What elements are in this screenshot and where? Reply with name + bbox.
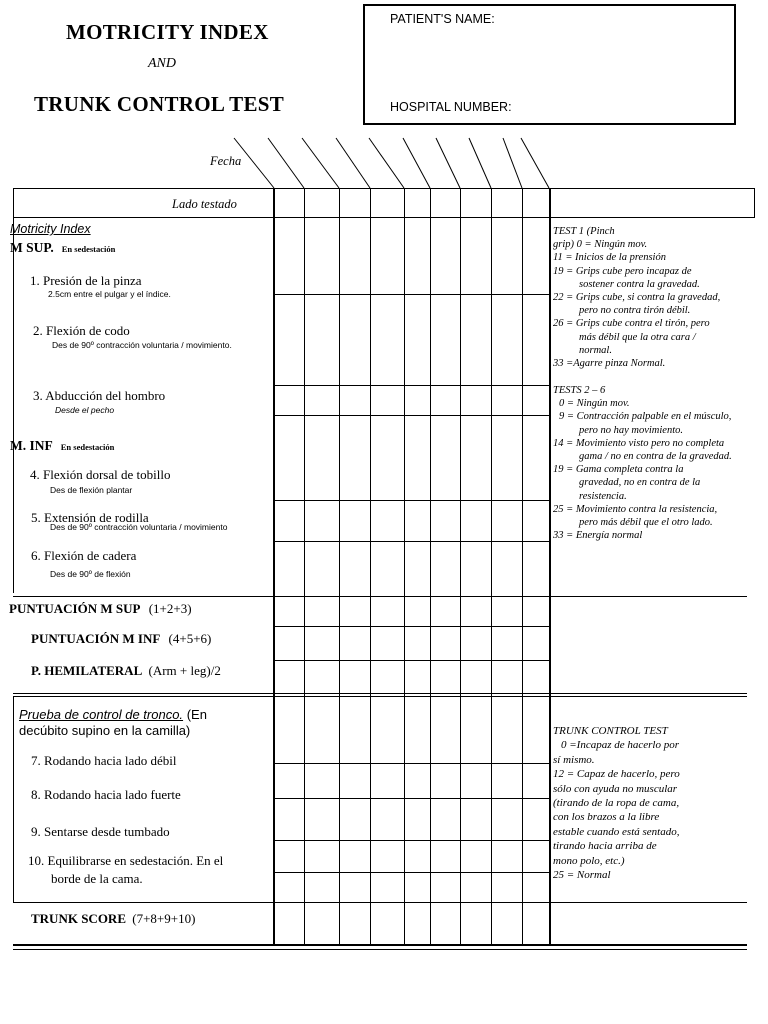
form-title: MOTRICITY INDEX [66, 20, 269, 44]
grid-row-line [273, 872, 549, 873]
item-4-note: Des de flexión plantar [50, 485, 133, 495]
grid-row-line [273, 500, 549, 501]
lower-limb-score-label: PUNTUACIÓN M INF (4+5+6) [31, 631, 212, 646]
grid-row-line [273, 541, 549, 542]
rule-header-bottom [13, 217, 755, 218]
patient-name-label: PATIENT'S NAME: [390, 12, 495, 26]
item-5-label: 5. Extensión de rodilla [31, 510, 149, 525]
hemilateral-score-label: P. HEMILATERAL (Arm + leg)/2 [31, 663, 221, 678]
item-2-label: 2. Flexión de codo [33, 323, 130, 338]
grid-row-line [273, 294, 549, 295]
lower-limb-heading: M. INF En sedestación [10, 438, 115, 453]
grid-col-line [522, 188, 523, 945]
trunk-section-title: Prueba de control de tronco. (En [19, 707, 207, 722]
rule-left-trunk [13, 696, 14, 902]
grid-col-line [273, 188, 275, 945]
rule-trunk-top [13, 693, 747, 694]
grid-col-line [491, 188, 492, 945]
rule-trunk-score-top [13, 902, 747, 903]
date-header-diagonals [0, 0, 768, 200]
grid-row-line [273, 840, 549, 841]
upper-limb-heading: M SUP. En sedestación [10, 240, 116, 255]
item-10-label: 10. Equilibrarse en sedestación. En el [28, 853, 224, 868]
grid-row-line [273, 385, 549, 386]
trunk-scoring-reference: TRUNK CONTROL TEST 0 =Incapaz de hacerlo por sí mismo. 12 = Capaz de hacerlo, pero sólo con ayuda no muscular (tirando de la ropa de cama, con los brazos a la libre estable cuando está sentado, tirando hacia arriba de mono polo, etc.) 25 = Normal [553, 725, 680, 882]
grid-row-line [273, 798, 549, 799]
rule-scores-top [13, 596, 747, 597]
item-6-label: 6. Flexión de cadera [31, 548, 137, 563]
motricity-section-title: Motricity Index [10, 222, 91, 236]
grid-col-line [304, 188, 305, 945]
grid-col-line [370, 188, 371, 945]
form-title-connector: AND [148, 56, 176, 71]
item-6-note: Des de 90º de flexión [50, 569, 131, 579]
item-8-label: 8. Rodando hacia lado fuerte [31, 787, 181, 802]
upper-limb-score-label: PUNTUACIÓN M SUP (1+2+3) [9, 601, 192, 616]
grid-row-line [273, 626, 549, 627]
rule-header-top [13, 188, 755, 189]
side-tested-label: Lado testado [172, 197, 237, 211]
item-2-note: Des de 90º contracción voluntaria / movimiento. [52, 340, 232, 350]
grid-col-line [339, 188, 340, 945]
trunk-score-label: TRUNK SCORE (7+8+9+10) [31, 911, 196, 926]
rule-trunk-top-2 [13, 696, 747, 697]
rule-bottom-2 [13, 949, 747, 950]
item-9-label: 9. Sentarse desde tumbado [31, 824, 170, 839]
grid-row-line [273, 415, 549, 416]
item-5-note: Des de 90º contracción voluntaria / movimiento [50, 522, 228, 532]
rule-bottom-1 [13, 944, 747, 946]
tests2-6-scoring-reference: TESTS 2 – 6 0 = Ningún mov. 9 = Contracción palpable en el músculo, pero no hay movimiento. 14 = Movimiento visto pero no completa gama / no en contra de la gravedad. 19 = Gama completa contra la gravedad, no en contra de la resistencia. 25 = Movimiento contra la resistencia, pero más débil que el otro lado. 33 = Energía normal [553, 385, 732, 542]
rule-right [754, 188, 755, 217]
hospital-number-label: HOSPITAL NUMBER: [390, 100, 512, 114]
grid-col-line [404, 188, 405, 945]
item-1-note: 2.5cm entre el pulgar y el índice. [48, 289, 171, 299]
item-1-label: 1. Presión de la pinza [30, 273, 142, 288]
test1-scoring-reference: TEST 1 (Pinch grip) 0 = Ningún mov. 11 = Inicios de la prensión 19 = Grips cube pero incapaz de sostener contra la gravedad. 22 = Grips cube, si contra la gravedad, pero no contra tirón débil. 26 = Grips cube contra el tirón, pero más débil que la otra cara / normal. 33 =Agarre pinza Normal. [553, 226, 721, 370]
item-4-label: 4. Flexión dorsal de tobillo [30, 467, 171, 482]
item-3-note: Desde el pecho [55, 405, 115, 415]
grid-col-line [460, 188, 461, 945]
item-10-label-cont: borde de la cama. [51, 871, 143, 886]
date-label: Fecha [210, 154, 242, 168]
grid-col-line [430, 188, 431, 945]
grid-row-line [273, 763, 549, 764]
item-3-label: 3. Abducción del hombro [33, 388, 166, 403]
grid-row-line [273, 660, 549, 661]
item-7-label: 7. Rodando hacia lado débil [31, 753, 177, 768]
grid-col-line [549, 188, 551, 945]
form-subtitle: TRUNK CONTROL TEST [34, 92, 285, 116]
trunk-section-note: decúbito supino en la camilla) [19, 723, 191, 738]
